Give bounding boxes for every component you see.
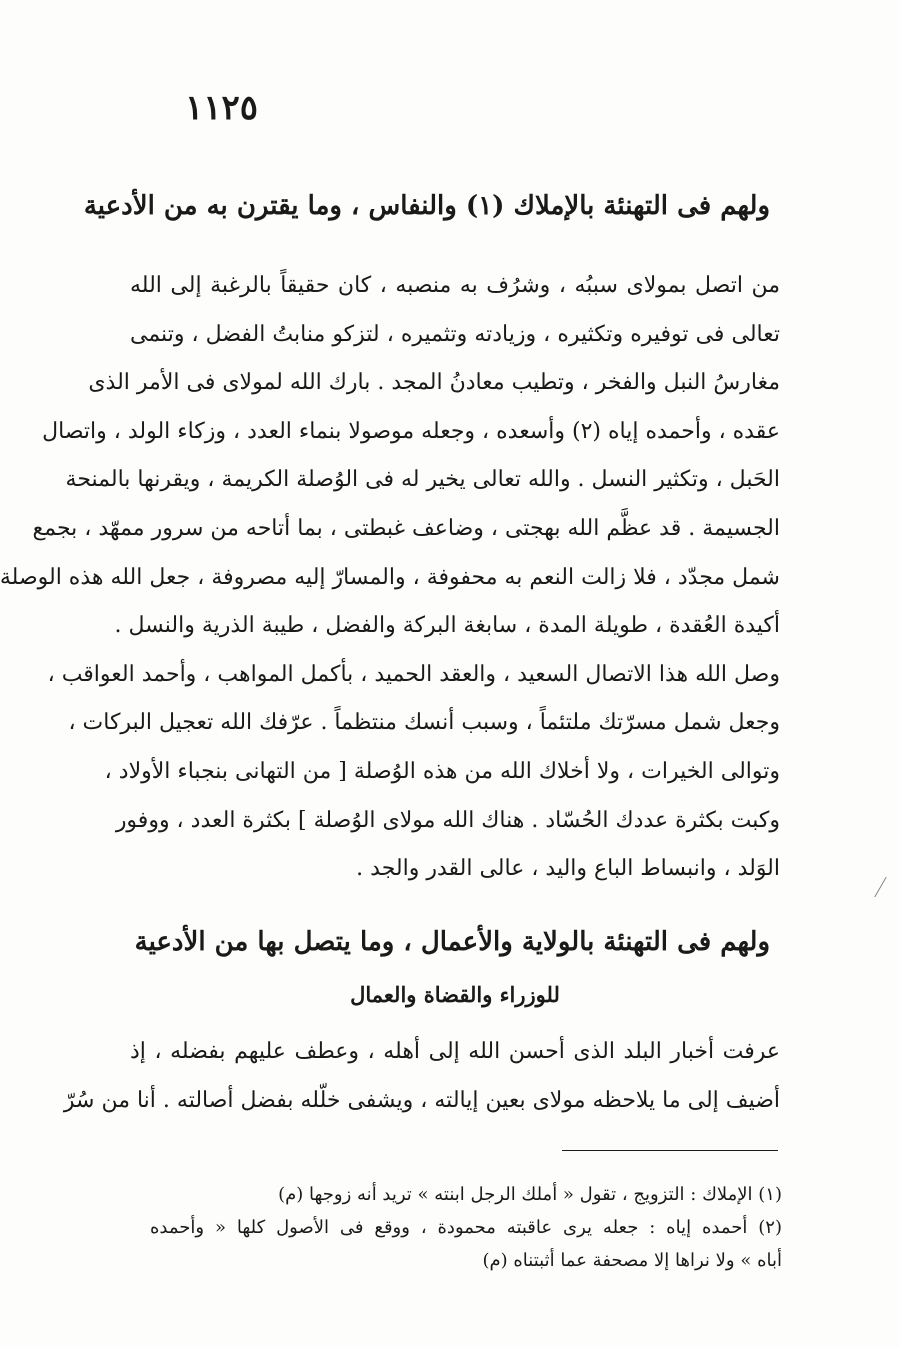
section-subheading: للوزراء والقضاة والعمال: [350, 982, 560, 1007]
text-line: عرفت أخبار البلد الذى أحسن الله إلى أهله ، وعطف عليهم بفضله ، إذ: [130, 1039, 780, 1064]
text-line: أكيدة العُقدة ، طويلة المدة ، سابغة البركة والفضل ، طيبة الذرية والنسل .: [114, 613, 780, 639]
text-line: وجعل شمل مسرّتك ملتئماً ، وسبب أنسك منتظماً . عرّفك الله تعجيل البركات ،: [68, 710, 780, 736]
text-line: مغارسُ النبل والفخر ، وتطيب معادنُ المجد . بارك الله لمولاى فى الأمر الذى: [88, 370, 780, 396]
footnotes: [150, 1178, 782, 1277]
footnote-2-continued: أباه » ولا نراها إلا مصحفة عما أثبتناه (م): [482, 1250, 782, 1271]
text-line: الحَبل ، وتكثير النسل . والله تعالى يخير له فى الوُصلة الكريمة ، ويقرنها بالمنحة: [65, 467, 780, 493]
text-line: شمل مجدّد ، فلا زالت النعم به محفوفة ، والمسارّ إليه مصروفة ، جعل الله هذه الوصلة: [0, 564, 780, 590]
footnote-2: (٢) أحمده إياه : جعله يرى عاقبته محمودة ، ووقع فى الأصول كلها « وأحمده: [150, 1217, 782, 1238]
text-line: الوَلد ، وانبساط الباع واليد ، عالى القدر والجد .: [356, 856, 780, 882]
text-line: أضيف إلى ما يلاحظه مولاى بعين إيالته ، ويشفى خلّله بفضل أصالته . أنا من سُرّ: [63, 1087, 780, 1113]
page-number: ١١٢٥: [185, 88, 259, 128]
text-line: تعالى فى توفيره وتكثيره ، وزيادته وتثميره ، لتزكو منابتُ الفضل ، وتنمى: [130, 321, 780, 347]
footnote-divider: [562, 1150, 778, 1151]
margin-pencil-mark: [874, 877, 901, 897]
footnote-1: (١) الإملاك : التزويج ، تقول « أملك الرجل ابنته » تريد أنه زوجها (م): [278, 1184, 782, 1205]
section-heading-appointment: ولهم فى التهنئة بالولاية والأعمال ، وما يتصل بها من الأدعية: [134, 927, 770, 957]
text-line: وتوالى الخيرات ، ولا أخلاك الله من هذه الوُصلة [ من التهانى بنجباء الأولاد ،: [104, 758, 780, 784]
text-line: من اتصل بمولاى سببُه ، وشرُف به منصبه ، كان حقيقاً بالرغبة إلى الله: [130, 273, 780, 298]
paragraph-marriage: [0, 262, 780, 894]
section-heading-marriage: ولهم فى التهنئة بالإملاك (١) والنفاس ، وما يقترن به من الأدعية: [83, 191, 770, 221]
text-line: وصل الله هذا الاتصال السعيد ، والعقد الحميد ، بأكمل المواهب ، وأحمد العواقب ،: [47, 661, 780, 687]
text-line: وكبت بكثرة عددك الحُسّاد . هناك الله مولاى الوُصلة ] بكثرة العدد ، ووفور: [115, 807, 780, 833]
text-line: عقده ، وأحمده إياه (٢) وأسعده ، وجعله موصولا بنماء العدد ، وزكاء الولد ، واتصال: [42, 418, 780, 444]
paragraph-appointment: [63, 1028, 780, 1125]
text-line: الجسيمة . قد عظَّم الله بهجتى ، وضاعف غبطتى ، بما أتاحه من سرور ممهّد ، بجمع: [32, 515, 780, 541]
